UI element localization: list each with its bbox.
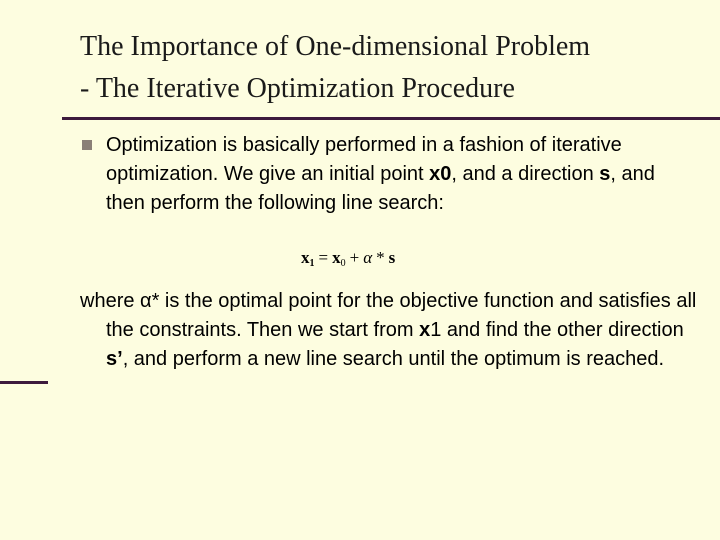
para-x1: x xyxy=(419,319,431,341)
eq-lhs: x xyxy=(301,248,310,267)
title-divider xyxy=(62,117,720,120)
para-part-3: and find the other direction xyxy=(441,319,684,341)
eq-alpha: α xyxy=(363,248,373,267)
bullet-text xyxy=(84,131,684,218)
var-s: s xyxy=(599,163,611,185)
eq-x-sub: 0 xyxy=(340,258,346,269)
title-line-2: - The Iterative Optimization Procedure xyxy=(80,73,515,104)
bullet-text-part-1: Optimization is basically performed in a fashion of iterative optimization. We give an initial point xyxy=(106,134,622,185)
bullet-text-part-3: , and then perform the following line search: xyxy=(106,163,655,214)
para-alpha: α xyxy=(140,290,152,312)
bullet-item xyxy=(84,131,684,218)
eq-lhs-sub: 1 xyxy=(309,258,315,269)
eq-plus: + xyxy=(349,248,360,267)
square-bullet-icon xyxy=(82,140,92,150)
eq-star: * xyxy=(376,248,385,267)
para-part-1: where xyxy=(80,290,141,312)
para-part-4: , and perform a new line search until the optimum is reached. xyxy=(122,348,665,370)
eq-x: x xyxy=(332,248,341,267)
para-x1-digit: 1 xyxy=(430,319,442,341)
var-x0: x0 xyxy=(429,163,452,185)
para-s-prime: s’ xyxy=(106,348,123,370)
explanation-paragraph xyxy=(80,287,706,374)
eq-s: s xyxy=(388,248,396,267)
slide-title xyxy=(80,26,700,110)
side-divider xyxy=(0,381,48,384)
title-line-1: The Importance of One-dimensional Problem xyxy=(80,31,591,62)
para-part-2: * is the optimal point for the objective function and satisfies all the constraints. Then we start from xyxy=(106,290,697,341)
line-search-equation xyxy=(301,246,395,276)
bullet-text-part-2: , and a direction xyxy=(451,163,600,185)
eq-equals: = xyxy=(318,248,329,267)
